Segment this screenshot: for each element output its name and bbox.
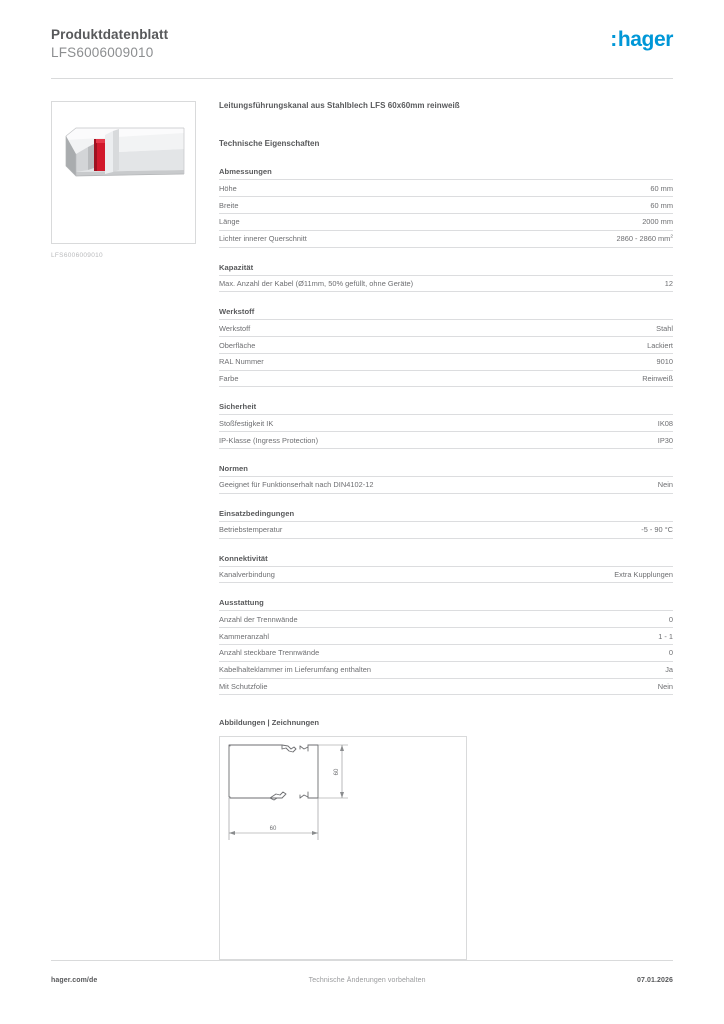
spec-section-heading: Konnektivität (219, 553, 268, 563)
spec-value: 9010 (656, 357, 673, 367)
spec-value: Stahl (656, 323, 673, 333)
spec-section (219, 263, 673, 293)
spec-value: 60 mm (650, 200, 673, 210)
spec-label: Farbe (219, 374, 239, 384)
spec-row (219, 196, 673, 213)
logo-wordmark: hager (617, 28, 673, 51)
spec-value: 60 mm (650, 183, 673, 193)
product-name: Leitungsführungskanal aus Stahlblech LFS 60x60mm reinweiß (219, 101, 460, 111)
spec-row (219, 275, 673, 293)
spec-section-heading: Sicherheit (219, 402, 257, 412)
spec-label: Max. Anzahl der Kabel (Ø11mm, 50% gefüllt, ohne Geräte) (219, 278, 414, 288)
footer-disclaimer: Technische Änderungen vorbehalten (308, 977, 426, 984)
spec-label: RAL Nummer (219, 357, 264, 367)
spec-value: 2860 - 2860 $mm^2$ (616, 234, 673, 244)
spec-value: 2000 mm (642, 217, 673, 227)
spec-value: 0 (668, 614, 673, 624)
spec-label: Anzahl der Trennwände (219, 614, 298, 624)
spec-value: Nein (657, 480, 673, 490)
spec-value: Ja (665, 665, 673, 675)
spec-value: Nein (657, 681, 673, 691)
spec-label: IP-Klasse (Ingress Protection) (219, 435, 319, 445)
spec-label: Kanalverbindung (219, 569, 275, 579)
spec-row (219, 414, 673, 431)
spec-section (219, 307, 673, 387)
spec-row (219, 521, 673, 539)
spec-label: Lichter innerer Querschnitt (219, 234, 307, 244)
page-content (51, 101, 673, 960)
spec-row (219, 230, 673, 248)
hager-logo[interactable] (610, 26, 673, 52)
spec-label: Oberfläche (219, 340, 256, 350)
spec-section-heading: Abmessungen (219, 167, 272, 177)
spec-label: Höhe (219, 183, 237, 193)
specifications-column (219, 101, 673, 960)
footer-website[interactable]: hager.com/de (51, 977, 98, 984)
spec-value: Reinweiß (642, 374, 673, 384)
product-reference: LFS6006009010 (51, 45, 154, 61)
spec-value: Lackiert (647, 340, 673, 350)
spec-value: 0 (668, 648, 673, 658)
spec-label: Mit Schutzfolie (219, 681, 268, 691)
spec-section (219, 509, 673, 539)
product-image-caption: LFS6006009010 (51, 252, 103, 260)
spec-row (219, 566, 673, 584)
page-title: Produktdatenblatt (51, 27, 169, 42)
product-image-box (51, 101, 196, 244)
spec-label: Kammeranzahl (219, 631, 270, 641)
spec-row (219, 661, 673, 678)
dimension-width-label: 60 (269, 826, 277, 833)
spec-section (219, 167, 673, 247)
page-header (51, 0, 673, 62)
technical-properties-title: Technische Eigenschaften (219, 139, 320, 149)
spec-row (219, 610, 673, 627)
specification-sections (219, 167, 673, 695)
spec-label: Kabelhalteklammer im Lieferumfang enthalten (219, 665, 372, 675)
header-titles (51, 26, 168, 62)
spec-value: Extra Kupplungen (614, 569, 673, 579)
spec-label: Anzahl steckbare Trennwände (219, 648, 320, 658)
spec-label: Breite (219, 200, 239, 210)
spec-row (219, 179, 673, 196)
spec-row (219, 678, 673, 696)
spec-label: Stoßfestigkeit IK (219, 418, 274, 428)
spec-section (219, 598, 673, 695)
spec-label: Geeignet für Funktionserhalt nach DIN4102-12 (219, 480, 374, 490)
spec-row (219, 336, 673, 353)
spec-row (219, 431, 673, 449)
spec-section-heading: Kapazität (219, 262, 254, 272)
product-image-column (51, 101, 206, 960)
spec-label: Betriebstemperatur (219, 525, 283, 535)
footer-date: 07.01.2026 (636, 977, 673, 984)
cross-section-drawing (220, 737, 466, 959)
spec-value: IP30 (657, 435, 673, 445)
logo-colon-icon: : (610, 28, 617, 51)
spec-value: 12 (664, 278, 673, 288)
spec-value: -5 - 90 °C (641, 525, 673, 535)
product-photo (52, 102, 195, 243)
spec-row (219, 353, 673, 370)
spec-row (219, 627, 673, 644)
spec-value: 1 - 1 (658, 631, 673, 641)
spec-row (219, 319, 673, 336)
spec-label: Länge (219, 217, 240, 227)
spec-section-heading: Ausstattung (219, 598, 264, 608)
spec-value: IK08 (657, 418, 673, 428)
spec-section-heading: Werkstoff (219, 307, 255, 317)
spec-row (219, 644, 673, 661)
spec-row (219, 213, 673, 230)
spec-section (219, 402, 673, 449)
drawings-box (219, 736, 467, 960)
spec-label: Werkstoff (219, 323, 251, 333)
dimension-height-label: 60 (334, 768, 340, 776)
spec-row (219, 370, 673, 388)
drawings-title: Abbildungen | Zeichnungen (219, 718, 319, 728)
spec-section-heading: Einsatzbedingungen (219, 508, 295, 518)
header-divider (51, 78, 673, 79)
spec-row (219, 476, 673, 494)
spec-section (219, 554, 673, 584)
page-footer (51, 960, 673, 1024)
spec-section-heading: Normen (219, 464, 248, 474)
spec-section (219, 464, 673, 494)
